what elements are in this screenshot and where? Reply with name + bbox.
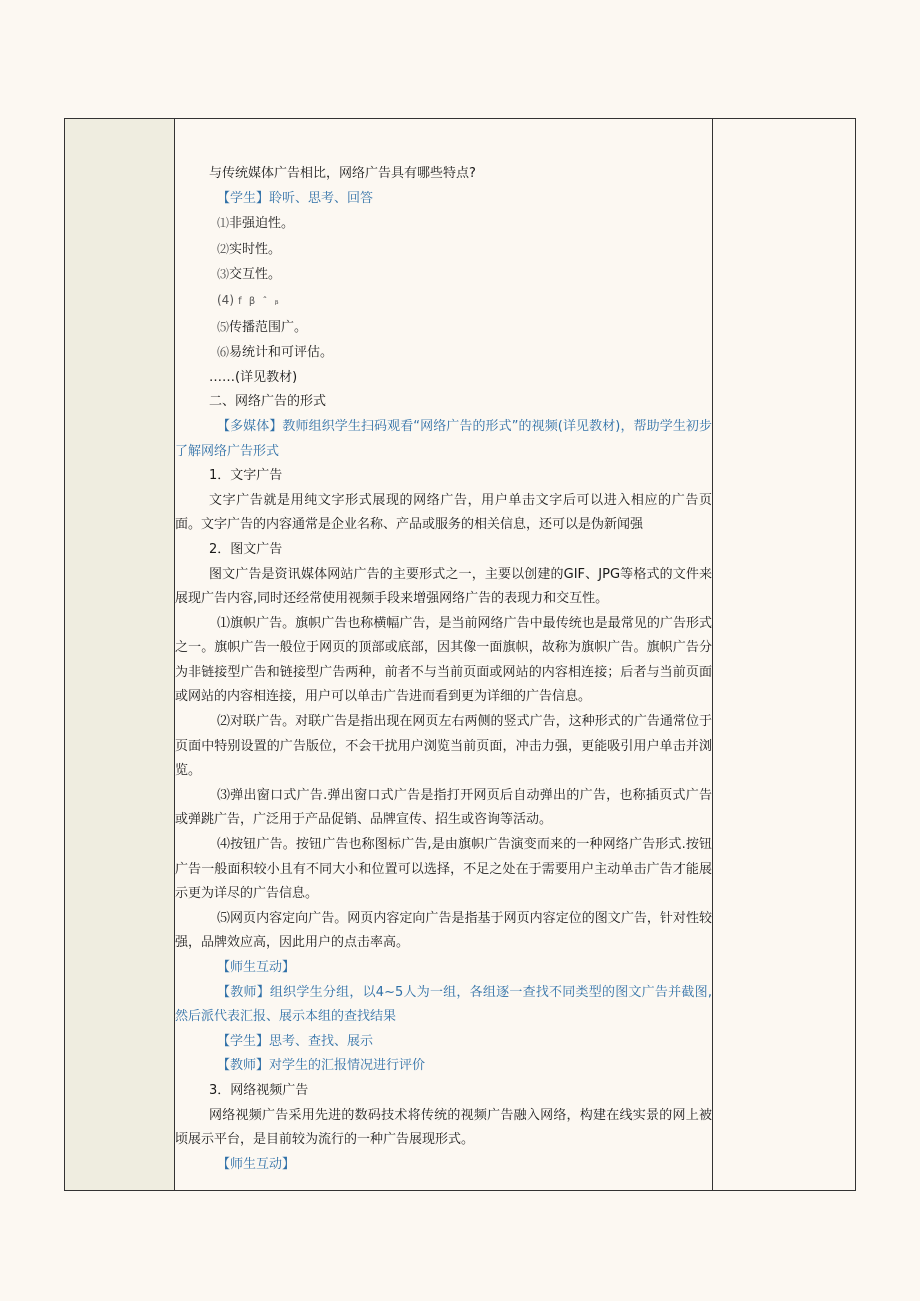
feature-3 — [175, 262, 712, 288]
feature-text: f β ˆ ᵦ — [238, 295, 281, 307]
feature-4 — [175, 288, 712, 315]
feature-text: 交互性。 — [229, 267, 282, 283]
lesson-table — [64, 118, 856, 1191]
item-heading: 3．网络视频广告 — [209, 1082, 309, 1098]
feature-num: ⑶ — [217, 267, 230, 282]
feature-5 — [175, 315, 712, 341]
item-heading: 2．图文广告 — [209, 541, 283, 557]
item-paragraph: 网络视频广告采用先进的数码技术将传统的视频广告融入网络，构建在线实景的网上被顷展示平台，是目前较为流行的一种广告展现形式。 — [175, 1107, 712, 1148]
item-paragraph: 图文广告是资讯媒体网站广告的主要形式之一，主要以创建的GIF、JPG等格式的文件来展现广告内容,同时还经常使用视频手段来增强网络广告的表现力和交互性。 — [175, 566, 712, 607]
popup-paragraph: ⑶弹出窗口式广告.弹出窗口式广告是指打开网页后自动弹出的广告，也称插页式广告或弹跳广告，广泛用于产品促销、品牌宣传、招生或咨询等活动。 — [175, 787, 712, 828]
feature-6 — [175, 340, 712, 366]
teacher-evaluation: 【教师】对学生的汇报情况进行评价 — [217, 1058, 426, 1074]
feature-text: 实时性。 — [229, 241, 282, 257]
couplet-paragraph: ⑵对联广告。对联广告是指出现在网页左右两侧的竖式广告，这种形式的广告通常位于页面中特别设置的广告版位，不会干扰用户浏览当前页面，冲击力强，更能吸引用户单击并浏览。 — [175, 714, 712, 779]
student-task: 【学生】思考、查找、展示 — [217, 1033, 374, 1049]
item-paragraph: 文字广告就是用纯文字形式展现的网络广告，用户单击文字后可以进入相应的广告页面。文字广告的内容通常是企业名称、产品或服务的相关信息，还可以是伪新闻强 — [175, 492, 712, 533]
feature-1 — [175, 211, 712, 237]
teacher-task: 【教师】组织学生分组，以4~5人为一组，各组逐一查找不同类型的图文广告并截图,然后派代表汇报、展示本组的查找结果 — [175, 984, 712, 1025]
question-line: 与传统媒体广告相比，网络广告具有哪些特点? — [209, 166, 476, 181]
feature-num: (4) — [217, 292, 234, 307]
content-column — [175, 119, 713, 1190]
targeted-paragraph: ⑸网页内容定向广告。网页内容定向广告是指基于网页内容定位的图文广告，针对性较强，品牌效应高，因此用户的点击率高。 — [175, 910, 712, 951]
item-heading: 1．文字广告 — [209, 468, 283, 484]
feature-text: 传播范围广。 — [229, 319, 308, 335]
feature-num: ⑹ — [217, 345, 230, 360]
student-answer: 【学生】聆听、思考、回答 — [217, 190, 374, 206]
see-textbook: ……(详见教材) — [209, 369, 298, 385]
feature-text: 易统计和可评估。 — [229, 345, 334, 361]
feature-num: ⑵ — [217, 241, 230, 256]
feature-2 — [175, 237, 712, 263]
banner-paragraph: ⑴旗帜广告。旗帜广告也称横幅广告，是当前网络广告中最传统也是最常见的广告形式之一。旗帜广告一般位于网页的顶部或底部，因其像一面旗帜，故称为旗帜广告。旗帜广告分为非链接型广告和链接型广告两种，前者不与当前页面或网站的内容相连接；后者与当前页面或网站的内容相连接，用户可以单击广告进而看到更为详细的广告信息。 — [175, 615, 712, 705]
feature-text: 非强迫性。 — [229, 216, 295, 232]
interaction-label: 【师生互动】 — [217, 960, 296, 975]
feature-num: ⑴ — [217, 216, 230, 231]
multimedia-note: 【多媒体】教师组织学生扫码观看“网络广告的形式”的视频(详见教材)，帮助学生初步了解网络广告形式 — [175, 418, 712, 459]
feature-num: ⑸ — [217, 319, 230, 334]
right-column — [713, 119, 855, 1190]
interaction-label: 【师生互动】 — [217, 1156, 296, 1172]
section-heading: 二、网络广告的形式 — [209, 394, 327, 410]
button-paragraph: ⑷按钮广告。按钮广告也称图标广告,是由旗帜广告演变而来的一种网络广告形式.按钮广告一般面积较小且有不同大小和位置可以选择，不足之处在于需要用户主动单击广告才能展示更为详尽的广告信息。 — [175, 837, 712, 902]
left-column — [65, 119, 175, 1190]
